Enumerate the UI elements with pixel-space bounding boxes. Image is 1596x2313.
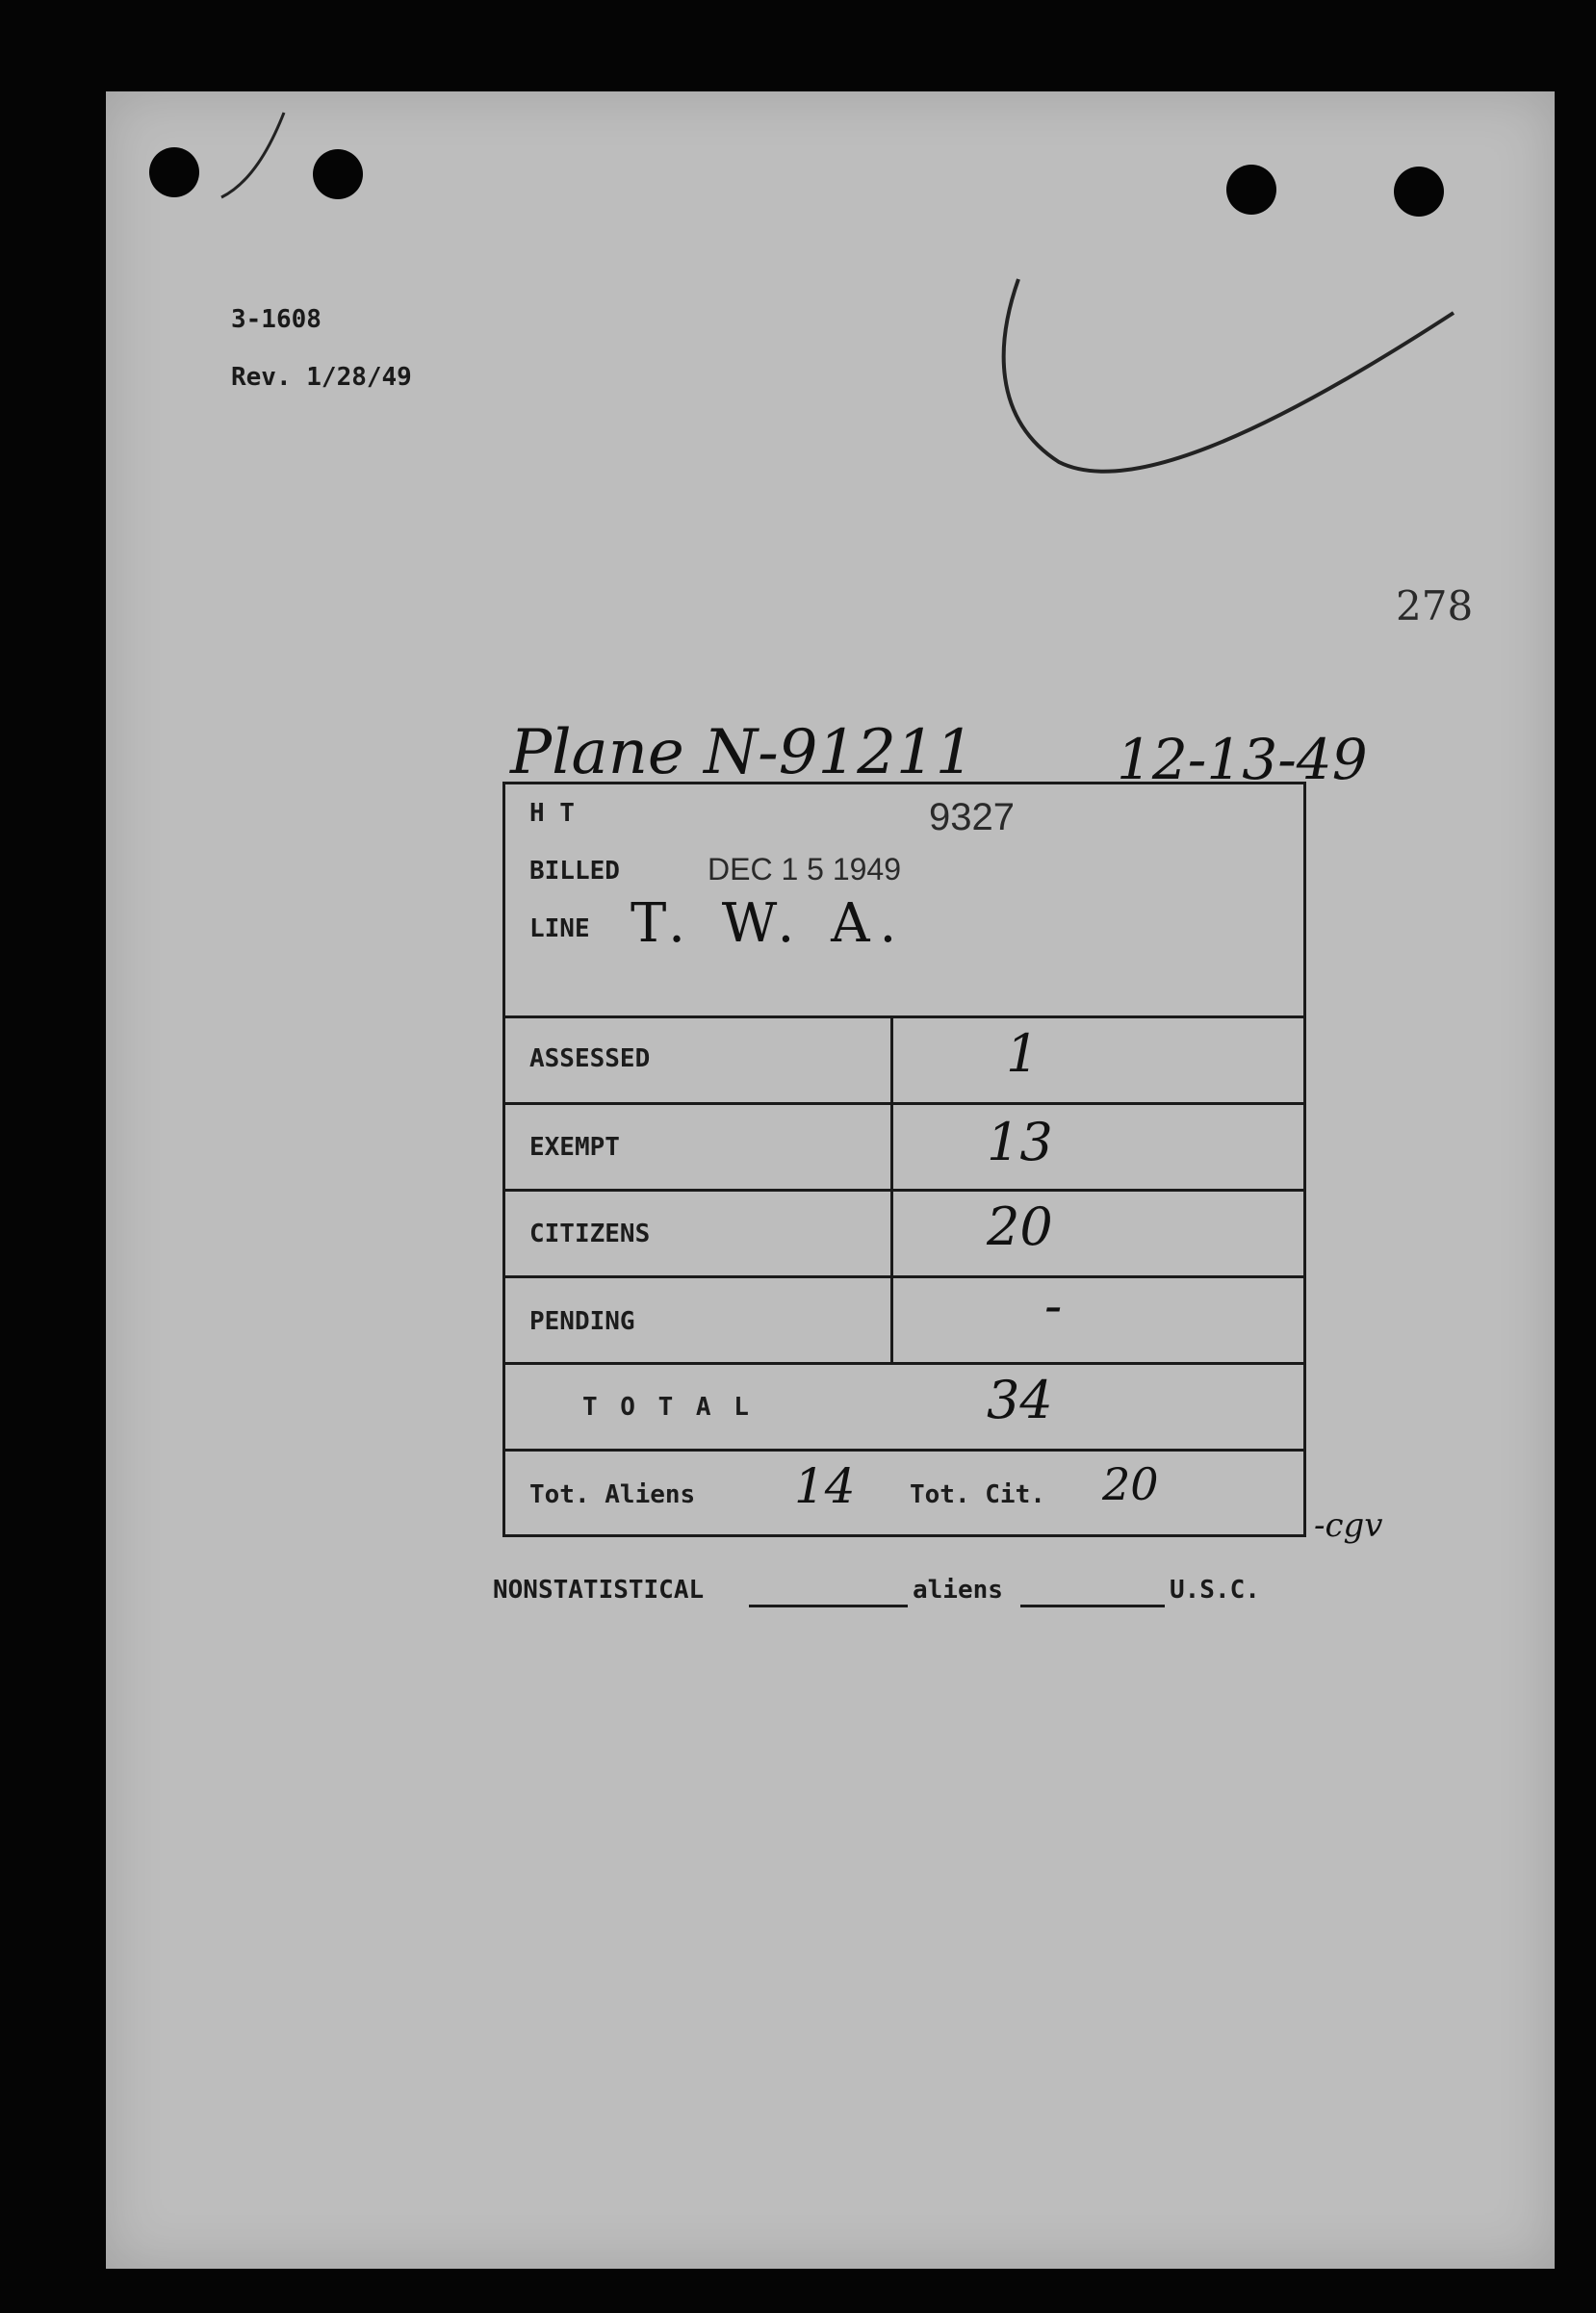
nonstatistical-usc-blank [1020,1605,1165,1607]
assessed-label: ASSESSED [529,1044,651,1073]
citizens-value: 20 [987,1196,1053,1257]
line-label: LINE [529,914,590,943]
row-divider [505,1275,1303,1278]
total-aliens-value: 14 [794,1458,856,1514]
plane-number: Plane N-91211 [510,717,975,788]
total-aliens-label: Tot. Aliens [529,1480,696,1509]
row-divider [505,1102,1303,1105]
nonstatistical-label: NONSTATISTICAL [493,1576,705,1605]
pending-label: PENDING [529,1307,635,1336]
aliens-word: aliens [913,1576,1003,1605]
line-value: T. W. A. [631,892,907,955]
document-page [106,91,1555,2269]
row-divider [505,1189,1303,1192]
total-citizens-value: 20 [1102,1458,1159,1510]
ht-number: 9327 [929,796,1015,838]
row-divider [505,1362,1303,1365]
exempt-label: EXEMPT [529,1133,620,1162]
total-citizens-label: Tot. Cit. [910,1480,1045,1509]
reviewer-initials: -cgv [1314,1506,1383,1545]
pending-value: - [1044,1275,1063,1336]
nonstatistical-aliens-blank [749,1605,908,1607]
form-code: 3-1608 [231,305,322,334]
ht-label: H T [529,799,575,828]
billed-label: BILLED [529,857,620,886]
total-label: T O T A L [582,1393,753,1422]
exempt-value: 13 [987,1112,1053,1172]
row-divider [505,1015,1303,1018]
citizens-label: CITIZENS [529,1220,651,1248]
assessed-value: 1 [1006,1023,1040,1084]
form-revision: Rev. 1/28/49 [231,363,412,392]
total-value: 34 [987,1370,1053,1430]
handwritten-date: 12-13-49 [1117,727,1368,792]
page-number: 278 [1396,582,1474,630]
column-divider [890,1015,893,1362]
usc-word: U.S.C. [1170,1576,1260,1605]
manifest-form-box [502,782,1306,1537]
billed-date-stamp: DEC 1 5 1949 [708,852,902,887]
row-divider [505,1449,1303,1452]
